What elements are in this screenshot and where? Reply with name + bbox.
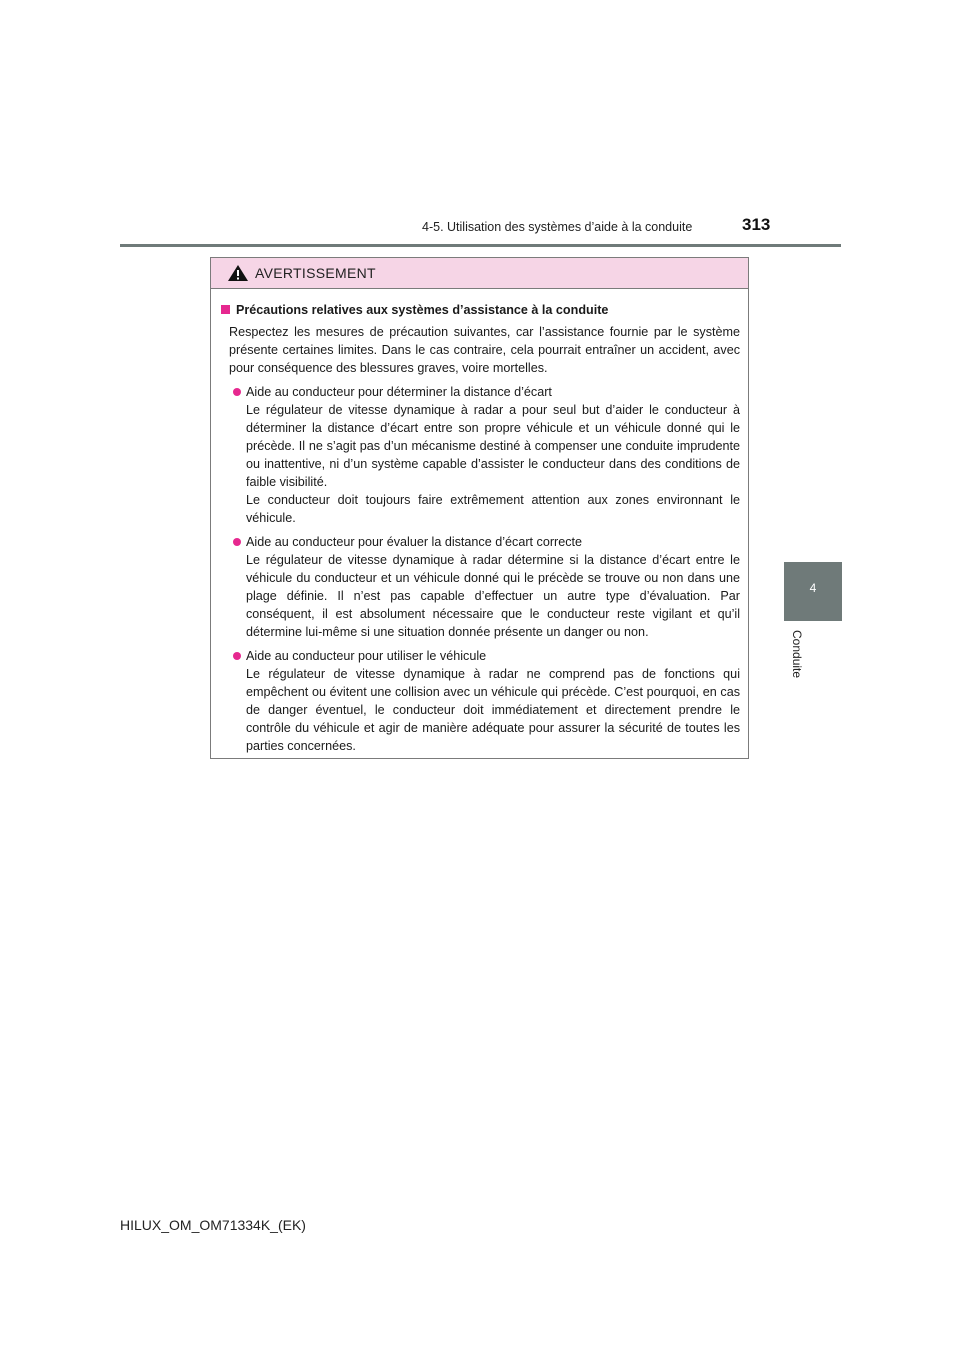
bullet-paragraph: Le régulateur de vitesse dynamique à radar détermine si la distance d’écart entre le véhicule du conducteur et un véhicule donné qui le précède se trouve ou non dans une plage définie. Il n’est pas capable d’effectuer un autre type d’évaluation. Par conséquent, il est absolument nécessaire que le conducteur reste vigilant et qu’il détermine lui-même si une situation donnée présente un danger ou non. <box>246 553 740 639</box>
warning-box <box>210 257 749 759</box>
document-code: HILUX_OM_OM71334K_(EK) <box>120 1217 306 1233</box>
list-item <box>233 383 740 527</box>
chapter-tab <box>784 562 842 621</box>
warning-title: AVERTISSEMENT <box>255 265 376 281</box>
bullet-heading: Aide au conducteur pour utiliser le véhicule <box>246 649 487 663</box>
square-bullet-icon <box>221 305 230 314</box>
chapter-label: Conduite <box>790 630 804 679</box>
bullet-dot-icon <box>233 538 241 546</box>
page-number: 313 <box>742 215 771 234</box>
bullet-paragraph: Le régulateur de vitesse dynamique à radar a pour seul but d’aider le conducteur à déterminer la distance d’écart entre son propre véhicule et un véhicule donné qui le précède. Il ne s’agit pas d’un mécanisme destiné à compenser une conduite imprudente ou inattentive, ni d’un système capable d’assister le conducteur dans des conditions de faible visibilité. <box>246 403 740 489</box>
chapter-number: 4 <box>809 581 817 595</box>
section-heading <box>219 301 740 319</box>
bullet-dot-icon <box>233 652 241 660</box>
bullet-paragraph: Le conducteur doit toujours faire extrêmement attention aux zones environnant le véhicule. <box>246 493 740 525</box>
warning-header <box>211 258 748 289</box>
intro-paragraph: Respectez les mesures de précaution suivantes, car l’assistance fournie par le système présente certaines limites. Dans le cas contraire, cela pourrait entraîner un accident, avec pour conséquence des blessures graves, voire mortelles. <box>229 325 740 375</box>
bullet-heading: Aide au conducteur pour évaluer la distance d’écart correcte <box>246 535 583 549</box>
header-section-title: 4-5. Utilisation des systèmes d’aide à la conduite <box>422 220 693 234</box>
warning-triangle-icon <box>227 264 249 282</box>
list-item <box>233 533 740 641</box>
list-item <box>233 647 740 755</box>
bullet-dot-icon <box>233 388 241 396</box>
bullet-heading: Aide au conducteur pour déterminer la distance d’écart <box>246 385 552 399</box>
bullet-paragraph: Le régulateur de vitesse dynamique à radar ne comprend pas de fonctions qui empêchent ou évitent une collision avec un véhicule qui précède. C’est pourquoi, en cas de danger éventuel, le conducteur doit immédiatement et directement prendre le contrôle du véhicule et agir de manière adéquate pour assurer la sécurité de toutes les parties concernées. <box>246 667 740 753</box>
warning-content <box>211 289 748 755</box>
header-rule <box>120 244 841 247</box>
section-heading-text: Précautions relatives aux systèmes d’assistance à la conduite <box>236 303 609 317</box>
